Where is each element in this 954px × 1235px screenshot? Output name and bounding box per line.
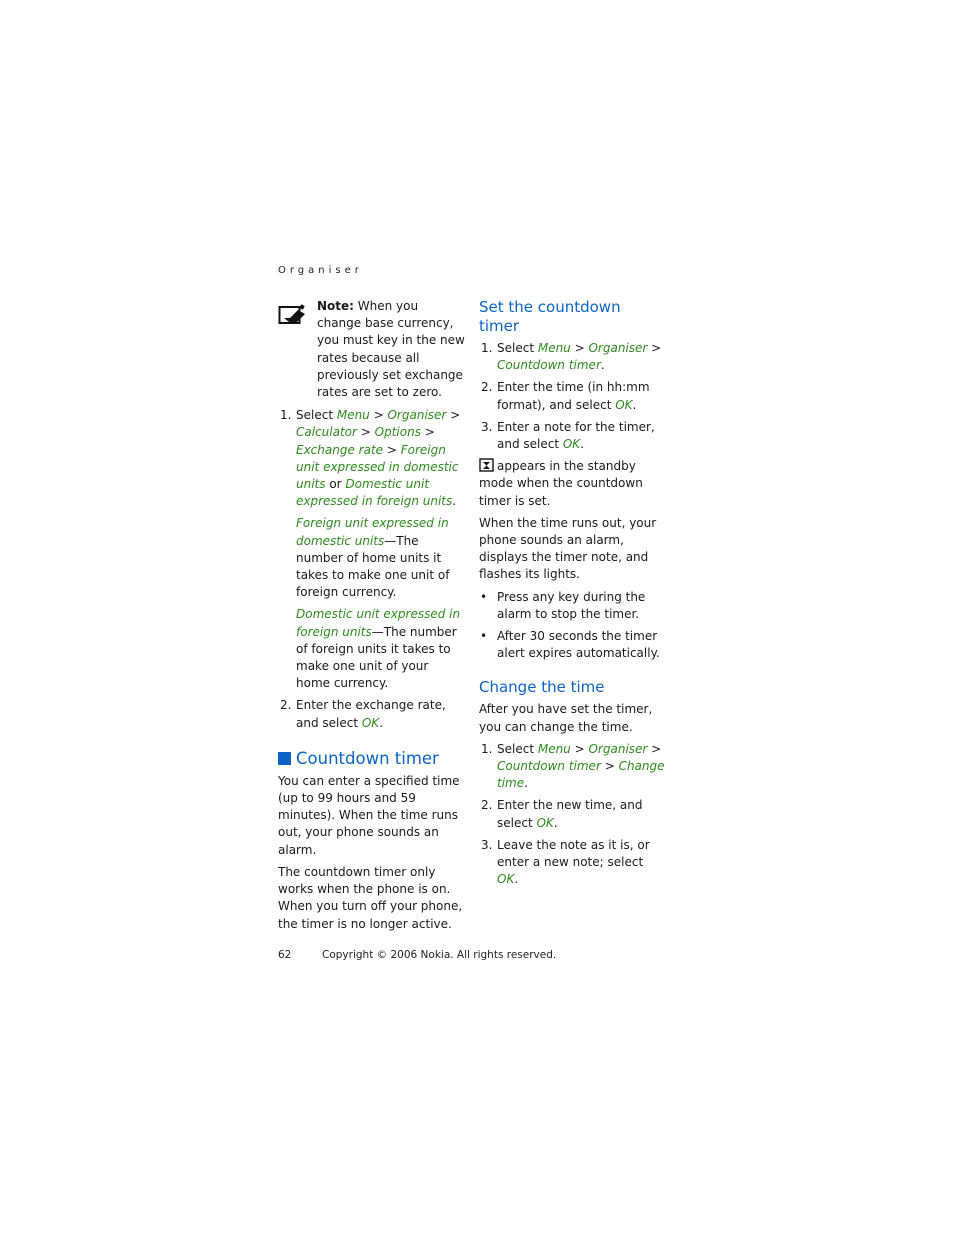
change-intro: After you have set the timer, you can change the time. [479, 702, 653, 734]
ui-organiser: Organiser [387, 408, 447, 423]
list-item: 3. Enter a note for the timer, and select OK. [481, 419, 655, 452]
countdown-note: The countdown timer only works when the phone is on. When you turn off your phone, the timer is no longer active. [278, 864, 463, 931]
list-item: 2. Enter the time (in hh:mm format), and select OK. [481, 380, 650, 412]
list-item: • Press any key during the alarm to stop the timer. [480, 589, 646, 621]
note-icon [278, 304, 308, 326]
heading-square-icon [278, 752, 291, 765]
ui-ok: OK [361, 715, 380, 730]
change-time-steps [479, 741, 665, 889]
list-item: 1. Select Menu > Organiser > Calculator > Options > Exchange rate > Foreign unit expressed in domestic units or Domestic unit expressed in foreign units. [280, 408, 461, 509]
standby-indicator-text: appears in the standby mode when the countdown timer is set. [479, 459, 643, 508]
bullet-icon: • [480, 589, 488, 604]
countdown-intro: You can enter a specified time (up to 99 hours and 59 minutes). When the time runs out, your phone sounds an alarm. [278, 773, 460, 857]
right-column [479, 298, 665, 893]
ui-calculator: Calculator [296, 425, 357, 440]
list-item: 1. Select Menu > Organiser > Countdown timer. [481, 341, 662, 373]
countdown-timer-icon [479, 458, 494, 472]
section-heading-countdown: Countdown timer [278, 749, 466, 769]
note-box [278, 298, 466, 401]
note-label: Note: [317, 299, 354, 313]
ui-menu: Menu [336, 408, 370, 423]
heading-set-timer: Set the countdown timer [479, 298, 621, 335]
list-item: 3. Leave the note as it is, or enter a new note; select OK. [481, 837, 650, 887]
calculator-steps-2 [278, 697, 466, 731]
left-column [278, 298, 466, 938]
copyright-notice: Copyright © 2006 Nokia. All rights reserved. [322, 949, 557, 961]
set-timer-steps [479, 340, 665, 453]
list-item: 2. Enter the new time, and select OK. [481, 798, 643, 830]
note-text: When you change base currency, you must key in the new rates because all previously set exchange rates are set to zero. [317, 299, 465, 400]
heading-change-time: Change the time [479, 678, 605, 697]
step-number: 1. [280, 408, 292, 423]
definition-domestic: Domestic unit expressed in foreign units—The number of foreign units it takes to make one unit of your home currency. [296, 607, 461, 691]
step-number: 2. [280, 698, 292, 713]
bullet-icon: • [480, 629, 488, 644]
definition-foreign: Foreign unit expressed in domestic units—The number of home units it takes to make one unit of foreign currency. [296, 516, 450, 600]
list-item: • After 30 seconds the timer alert expires automatically. [480, 629, 660, 661]
ui-foreign-unit: Foreign unit expressed in domestic units [296, 442, 459, 492]
ui-exchange-rate: Exchange rate [296, 442, 384, 457]
list-item: 2. Enter the exchange rate, and select OK. [280, 698, 446, 730]
ui-options: Options [374, 425, 421, 440]
alarm-bullets [479, 589, 665, 663]
ui-domestic-unit: Domestic unit expressed in foreign units [296, 477, 453, 509]
alarm-description: When the time runs out, your phone sounds an alarm, displays the timer note, and flashes its lights. [479, 515, 657, 582]
page-number: 62 [278, 949, 292, 961]
calculator-steps [278, 407, 466, 510]
section-header: Organiser [278, 265, 363, 276]
list-item: 1. Select Menu > Organiser > Countdown timer > Change time. [481, 741, 665, 791]
